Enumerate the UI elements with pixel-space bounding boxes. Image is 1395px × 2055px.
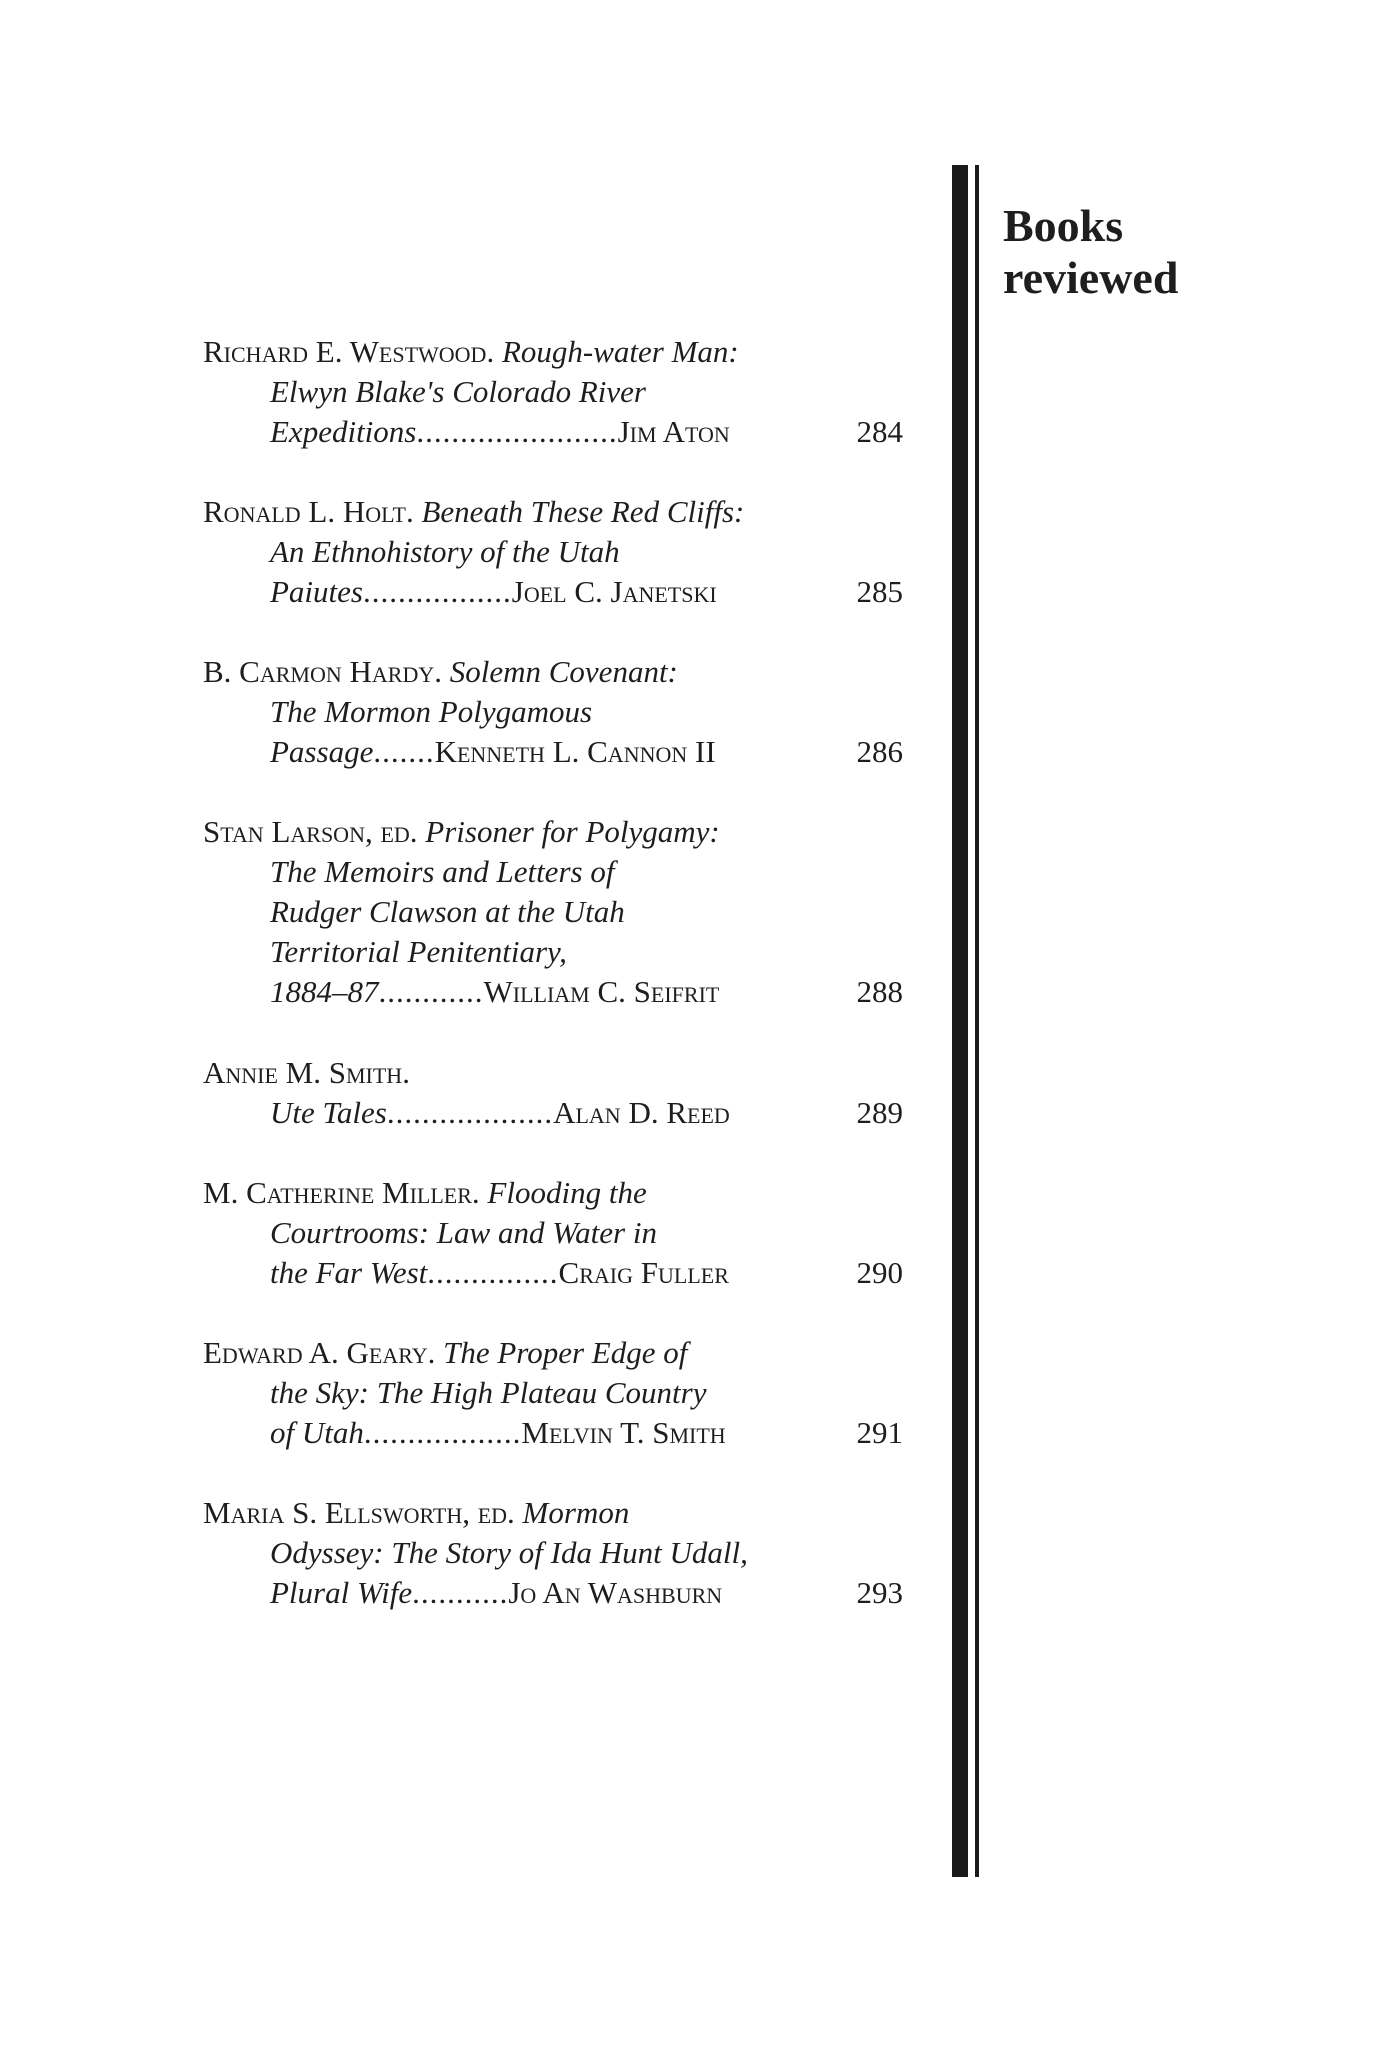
book-title-part: Territorial Penitentiary, (270, 934, 567, 969)
entry-line (203, 732, 903, 772)
entry-line (203, 892, 903, 932)
reviewer-name: Joel C. Janetski (511, 574, 717, 609)
book-title-part: Prisoner for Polygamy: (425, 814, 720, 849)
review-entry (203, 1053, 903, 1133)
page-number: 285 (856, 574, 903, 609)
leader-dots: ................. (363, 574, 512, 609)
entry-line (203, 932, 903, 972)
entry-line (203, 1413, 903, 1453)
book-title-part: An Ethnohistory of the Utah (270, 534, 620, 569)
entry-line (203, 1373, 903, 1413)
entry-line (203, 812, 903, 852)
page-number: 291 (856, 1415, 903, 1450)
entry-line (203, 652, 903, 692)
book-title-part: Plural Wife (270, 1575, 413, 1610)
section-heading (1003, 200, 1178, 304)
entry-line (203, 492, 903, 532)
entry-line (203, 852, 903, 892)
heading-line-2: reviewed (1003, 252, 1179, 303)
book-title-part: Solemn Covenant: (449, 654, 678, 689)
entry-line (203, 1253, 903, 1293)
book-title-part: Elwyn Blake's Colorado River (270, 374, 646, 409)
leader-dots: ............ (378, 974, 484, 1009)
page-number: 289 (856, 1095, 903, 1130)
entry-line (203, 1093, 903, 1133)
review-entry (203, 1173, 903, 1293)
review-entry (203, 652, 903, 772)
entry-line (203, 1213, 903, 1253)
leader-dots: ................... (386, 1095, 554, 1130)
book-author: Annie M. Smith. (203, 1055, 410, 1090)
page-number: 293 (856, 1575, 903, 1610)
review-entry (203, 332, 903, 452)
page-number: 290 (856, 1255, 903, 1290)
heading-line-1: Books (1003, 200, 1124, 251)
book-title-part: The Memoirs and Letters of (270, 854, 615, 889)
book-author: Edward A. Geary. (203, 1335, 436, 1370)
reviewer-name: Kenneth L. Cannon II (434, 734, 716, 769)
page-number: 288 (856, 974, 903, 1009)
entry-line (203, 1493, 903, 1533)
reviewer-name: Craig Fuller (558, 1255, 729, 1290)
book-author: Ronald L. Holt. (203, 494, 414, 529)
book-title-part: The Proper Edge of (443, 1335, 688, 1370)
book-title-part: Rough-water Man: (501, 334, 739, 369)
leader-dots: ........... (412, 1575, 509, 1610)
book-title-part: Beneath These Red Cliffs: (421, 494, 745, 529)
entry-line (203, 412, 903, 452)
book-title-part: Mormon (522, 1495, 630, 1530)
leader-dots: ....................... (416, 414, 618, 449)
book-title-part: 1884–87 (270, 974, 379, 1009)
book-author: M. Catherine Miller. (203, 1175, 480, 1210)
entry-line (203, 692, 903, 732)
reviewer-name: Melvin T. Smith (521, 1415, 726, 1450)
reviewer-name: Alan D. Reed (553, 1095, 730, 1130)
book-title-part: Odyssey: The Story of Ida Hunt Udall, (270, 1535, 748, 1570)
reviewer-name: Jo An Washburn (508, 1575, 723, 1610)
book-title-part: Expeditions (270, 414, 417, 449)
page-number: 286 (856, 734, 903, 769)
entry-line (203, 372, 903, 412)
entry-line (203, 332, 903, 372)
vertical-rule-thick (952, 165, 968, 1877)
entry-line (203, 532, 903, 572)
entry-line (203, 1173, 903, 1213)
book-title-part: Flooding the (487, 1175, 647, 1210)
leader-dots: ............... (427, 1255, 559, 1290)
review-entry (203, 1333, 903, 1453)
entry-line (203, 1333, 903, 1373)
reviewer-name: Jim Aton (617, 414, 730, 449)
book-title-part: of Utah (270, 1415, 364, 1450)
entry-line (203, 972, 903, 1012)
book-title-part: the Far West (270, 1255, 428, 1290)
leader-dots: .................. (363, 1415, 522, 1450)
book-title-part: The Mormon Polygamous (270, 694, 593, 729)
entry-line (203, 572, 903, 612)
entry-line (203, 1053, 903, 1093)
entry-line (203, 1533, 903, 1573)
book-title-part: Paiutes (270, 574, 363, 609)
book-title-part: the Sky: The High Plateau Country (270, 1375, 707, 1410)
page-number: 284 (856, 414, 903, 449)
review-entry (203, 812, 903, 1012)
review-entry (203, 1493, 903, 1613)
book-author: Stan Larson, ed. (203, 814, 418, 849)
book-title-part: Ute Tales (270, 1095, 387, 1130)
reviewer-name: William C. Seifrit (483, 974, 720, 1009)
vertical-rule-thin (975, 165, 979, 1877)
entry-line (203, 1573, 903, 1613)
book-title-part: Rudger Clawson at the Utah (270, 894, 625, 929)
book-author: Richard E. Westwood. (203, 334, 495, 369)
review-entry (203, 492, 903, 612)
book-title-part: Passage (270, 734, 374, 769)
book-author: B. Carmon Hardy. (203, 654, 442, 689)
leader-dots: ....... (373, 734, 435, 769)
book-title-part: Courtrooms: Law and Water in (270, 1215, 657, 1250)
book-author: Maria S. Ellsworth, ed. (203, 1495, 515, 1530)
